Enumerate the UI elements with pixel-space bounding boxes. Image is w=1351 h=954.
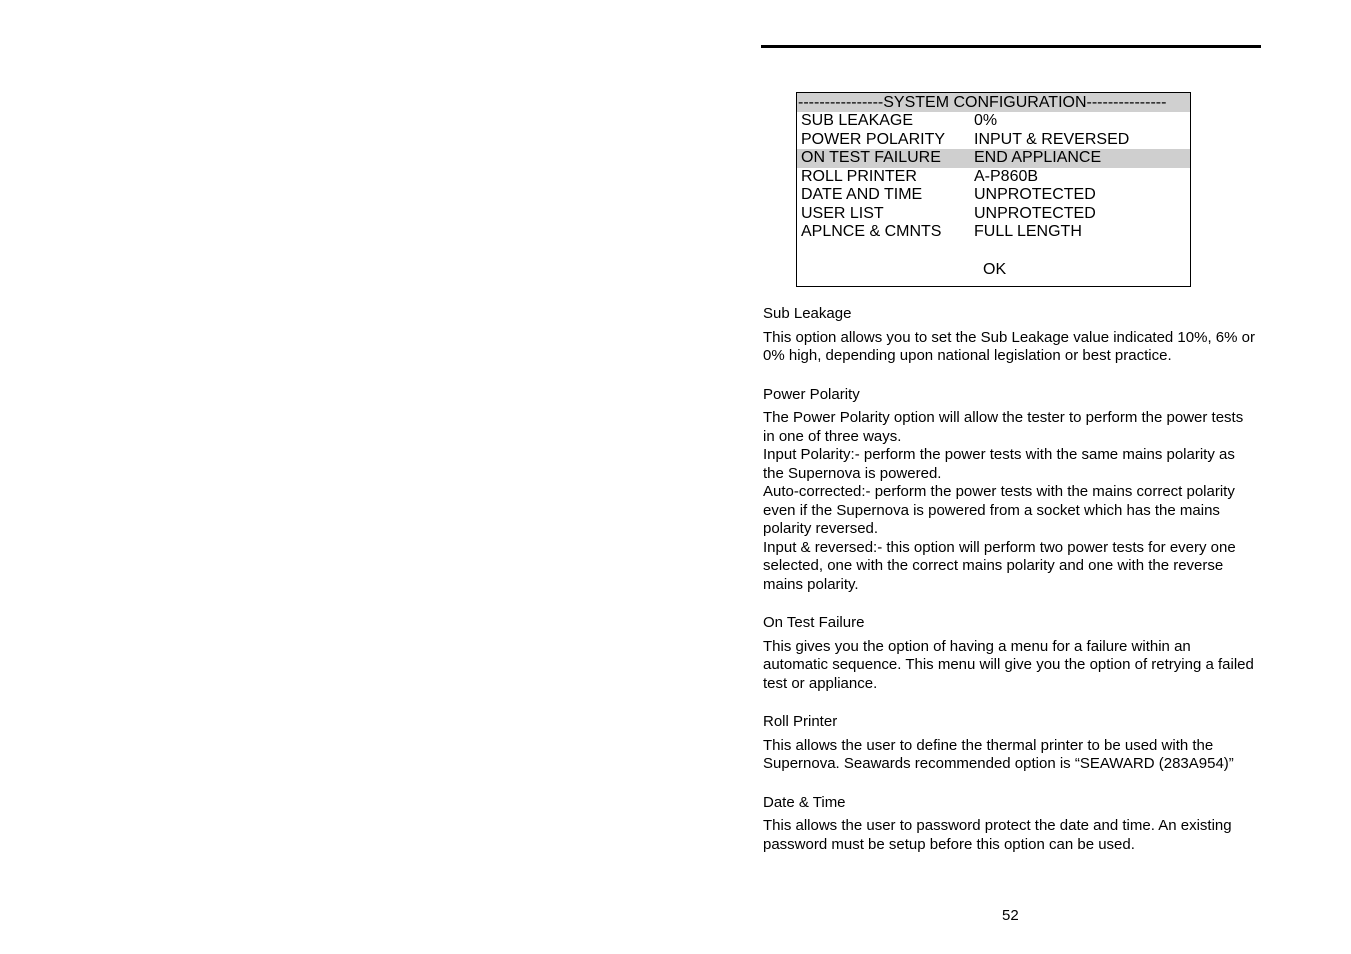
config-row-date-and-time[interactable] [797, 186, 1190, 205]
ok-button[interactable]: OK [983, 261, 1007, 278]
section-title: Date & Time [763, 793, 846, 811]
section-title: On Test Failure [763, 614, 865, 631]
section-title: Sub Leakage [763, 305, 852, 322]
section-title: Roll Printer [763, 713, 838, 730]
config-row-value: UNPROTECTED [974, 204, 1096, 222]
config-row-label: POWER POLARITY [801, 130, 946, 148]
section-paragraph: This allows the user to password protect the date and time. An existing password must be setup before this option can be used. [763, 817, 1232, 853]
section-paragraph: The Power Polarity option will allow the tester to perform the power tests in one of three ways. [763, 409, 1244, 445]
config-row-appliance-comments[interactable] [797, 223, 1190, 242]
config-row-value: 0% [974, 112, 998, 129]
section-roll-printer [763, 713, 1258, 774]
config-row-sub-leakage[interactable] [797, 112, 1190, 131]
config-row-value: A-P860B [974, 167, 1039, 185]
page-number: 52 [1002, 907, 1019, 924]
config-row-on-test-failure[interactable] [797, 149, 1190, 168]
config-row-value: FULL LENGTH [974, 223, 1082, 240]
section-title: Power Polarity [763, 385, 860, 403]
config-row-value: INPUT & REVERSED [974, 130, 1130, 148]
config-row-label: DATE AND TIME [801, 186, 923, 203]
section-paragraph: Input Polarity:- perform the power tests with the same mains polarity as the Supernova is powered. [763, 446, 1235, 482]
config-row-label: ON TEST FAILURE [801, 149, 941, 166]
config-row-user-list[interactable] [797, 205, 1190, 224]
config-header: ----------------SYSTEM CONFIGURATION--------------- [797, 93, 1190, 112]
config-row-label: SUB LEAKAGE [801, 112, 914, 129]
config-row-power-polarity[interactable] [797, 131, 1190, 150]
section-paragraph: This gives you the option of having a menu for a failure within an automatic sequence. This menu will give you the option of retrying a failed test or appliance. [763, 637, 1254, 692]
config-row-label: USER LIST [801, 204, 884, 222]
config-row-value: END APPLIANCE [974, 149, 1102, 166]
section-date-and-time [763, 794, 1258, 855]
section-paragraph: Auto-corrected:- perform the power tests with the mains correct polarity even if the Supernova is powered from a socket which has the mains polarity reversed. [763, 483, 1235, 537]
config-row-label: ROLL PRINTER [801, 167, 917, 185]
config-row-label: APLNCE & CMNTS [801, 223, 942, 240]
section-power-polarity [763, 386, 1258, 595]
section-on-test-failure [763, 614, 1258, 693]
header-rule [761, 45, 1261, 48]
section-paragraph: This allows the user to define the thermal printer to be used with the Supernova. Seawards recommended option is “SEAWARD (283A954)” [763, 736, 1234, 772]
manual-text [763, 305, 1258, 874]
section-paragraph: Input & reversed:- this option will perform two power tests for every one selected, one with the correct mains polarity and one with the reverse mains polarity. [763, 538, 1236, 593]
section-paragraph: This option allows you to set the Sub Leakage value indicated 10%, 6% or 0% high, depending upon national legislation or best practice. [763, 328, 1255, 364]
section-sub-leakage [763, 305, 1258, 366]
config-row-value: UNPROTECTED [974, 186, 1096, 203]
config-row-roll-printer[interactable] [797, 168, 1190, 187]
system-configuration-screen [796, 92, 1191, 287]
